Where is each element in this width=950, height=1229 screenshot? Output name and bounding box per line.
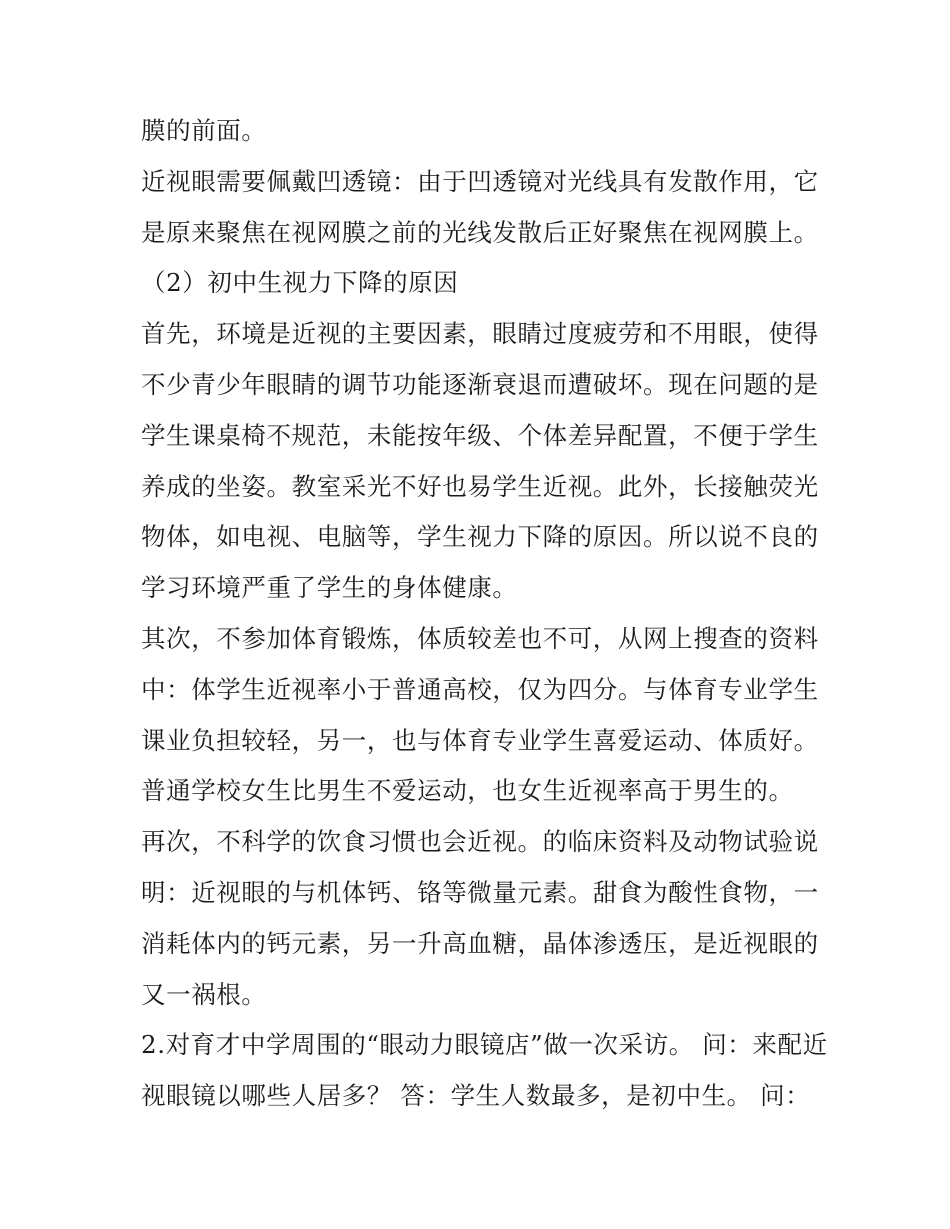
text-line: 普通学校女生比男生不爱运动，也女生近视率高于男生的。	[141, 776, 794, 806]
text-line: 学习环境严重了学生的身体健康。	[141, 573, 518, 603]
text-line: 中：体学生近视率小于普通高校，仅为四分。与体育专业学生	[141, 674, 819, 704]
text-line: 其次，不参加体育锻炼，体质较差也不可，从网上搜查的资料	[141, 623, 819, 653]
text-line: 是原来聚焦在视网膜之前的光线发散后正好聚焦在视网膜上。	[141, 217, 819, 247]
text-line: 不少青少年眼睛的调节功能逐渐衰退而遭破坏。现在问题的是	[141, 369, 819, 399]
text-line: 2.对育才中学周围的“眼动力眼镜店”做一次采访。 问：来配近	[141, 1030, 828, 1060]
text-line: 课业负担较轻，另一，也与体育专业学生喜爱运动、体质好。	[141, 725, 819, 755]
section-heading: （2）初中生视力下降的原因	[141, 268, 459, 298]
text-line: 首先，环境是近视的主要因素，眼睛过度疲劳和不用眼，使得	[141, 319, 819, 349]
text-line: 视眼镜以哪些人居多？ 答：学生人数最多，是初中生。 问：	[141, 1081, 811, 1111]
text-line: 学生课桌椅不规范，未能按年级、个体差异配置，不便于学生	[141, 420, 819, 450]
text-line: 近视眼需要佩戴凹透镜：由于凹透镜对光线具有发散作用，它	[141, 166, 819, 196]
text-line: 又一祸根。	[141, 979, 267, 1009]
text-line: 明：近视眼的与机体钙、铬等微量元素。甜食为酸性食物，一	[141, 877, 819, 907]
text-line: 消耗体内的钙元素，另一升高血糖，晶体渗透压，是近视眼的	[141, 928, 819, 958]
text-line: 再次，不科学的饮食习惯也会近视。的临床资料及动物试验说	[141, 827, 819, 857]
document-body	[141, 106, 828, 1122]
text-line: 养成的坐姿。教室采光不好也易学生近视。此外，长接触荧光	[141, 471, 819, 501]
text-line: 膜的前面。	[141, 116, 267, 145]
text-line: 物体，如电视、电脑等，学生视力下降的原因。所以说不良的	[141, 522, 819, 552]
